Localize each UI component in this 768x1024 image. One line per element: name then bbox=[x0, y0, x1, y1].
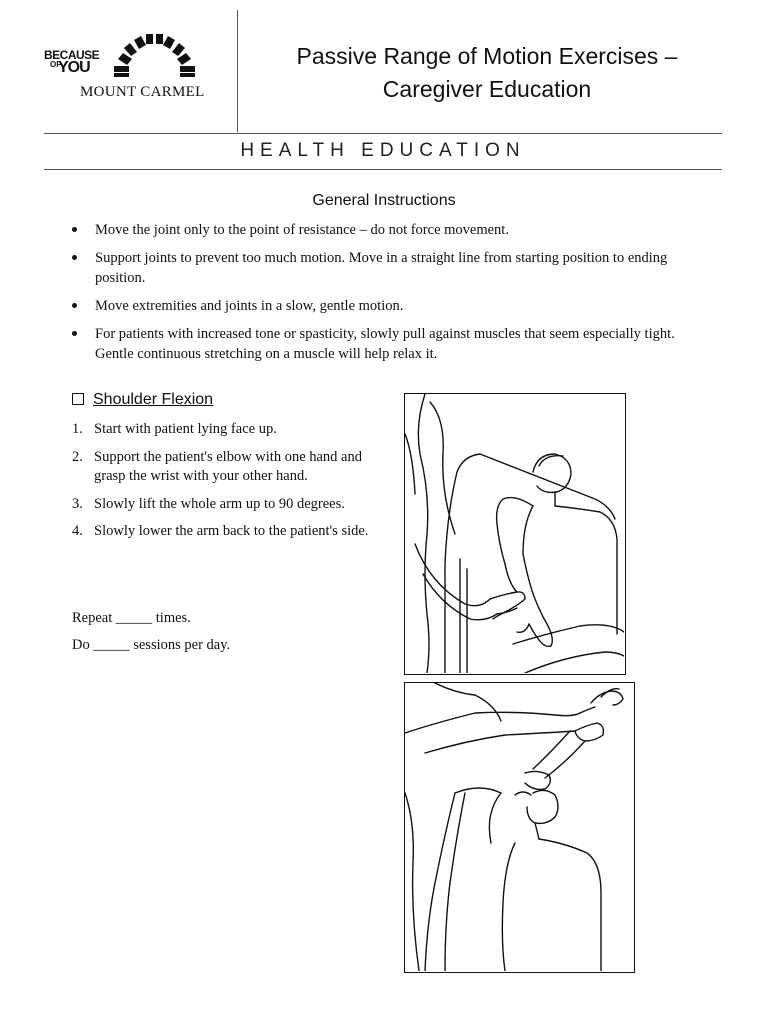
list-item-text: Support joints to prevent too much motion. Move in a straight line from starting position to ending position. bbox=[95, 250, 668, 286]
logo-you-text: YOU bbox=[58, 59, 90, 76]
list-item bbox=[70, 248, 710, 288]
list-item bbox=[72, 420, 372, 440]
illustration-arm-at-side bbox=[404, 393, 626, 675]
list-item-text: Move the joint only to the point of resistance – do not force movement. bbox=[95, 222, 509, 238]
health-education-banner: HEALTH EDUCATION bbox=[240, 140, 526, 161]
list-item bbox=[70, 296, 710, 316]
general-instructions-list bbox=[70, 220, 710, 372]
arch-logo-icon bbox=[110, 32, 200, 78]
mount-carmel-logo bbox=[44, 32, 234, 112]
illustration-arm-raised bbox=[404, 682, 635, 973]
step-number: 1. bbox=[72, 421, 83, 437]
header-divider-vertical bbox=[237, 10, 238, 132]
bullet-icon bbox=[72, 255, 77, 260]
list-item bbox=[72, 448, 372, 487]
logo-because-text: BECAUSE bbox=[44, 48, 100, 62]
header-rule-bottom bbox=[44, 169, 722, 170]
step-number: 3. bbox=[72, 495, 83, 512]
list-item bbox=[72, 522, 372, 542]
bullet-icon bbox=[72, 227, 77, 232]
list-item bbox=[70, 324, 710, 364]
logo-name: MOUNT CARMEL bbox=[80, 84, 205, 100]
general-instructions-heading: General Instructions bbox=[312, 192, 456, 209]
step-text: Slowly lift the whole arm up to 90 degrees. bbox=[94, 495, 345, 512]
repeat-times-line: Repeat _____ times. bbox=[72, 610, 191, 626]
bullet-icon bbox=[72, 303, 77, 308]
step-text: Support the patient's elbow with one hand and grasp the wrist with your other hand. bbox=[94, 448, 362, 484]
sessions-per-day-line: Do _____ sessions per day. bbox=[72, 637, 231, 653]
checkbox-icon bbox=[72, 393, 84, 405]
list-item bbox=[70, 220, 710, 240]
title-line-2: Caregiver Education bbox=[382, 76, 592, 102]
bullet-icon bbox=[72, 331, 77, 336]
logo-of-text: OF bbox=[50, 60, 62, 69]
list-item-text: For patients with increased tone or spasticity, slowly pull against muscles that seem especially tight. Gentle continuous stretching on a muscle will help relax it. bbox=[95, 326, 675, 362]
exercise-heading-text: Shoulder Flexion bbox=[93, 391, 214, 408]
exercise-steps-list bbox=[72, 420, 372, 550]
header-rule-top bbox=[44, 133, 722, 134]
step-number: 2. bbox=[72, 448, 83, 465]
shoulder-flexion-heading bbox=[72, 391, 213, 409]
title-line-1: Passive Range of Motion Exercises – bbox=[296, 43, 678, 69]
document-title bbox=[252, 40, 722, 106]
list-item-text: Move extremities and joints in a slow, gentle motion. bbox=[95, 298, 404, 314]
step-number: 4. bbox=[72, 523, 83, 539]
step-text: Start with patient lying face up. bbox=[94, 421, 277, 437]
list-item bbox=[72, 495, 372, 515]
step-text: Slowly lower the arm back to the patient's side. bbox=[94, 523, 369, 539]
